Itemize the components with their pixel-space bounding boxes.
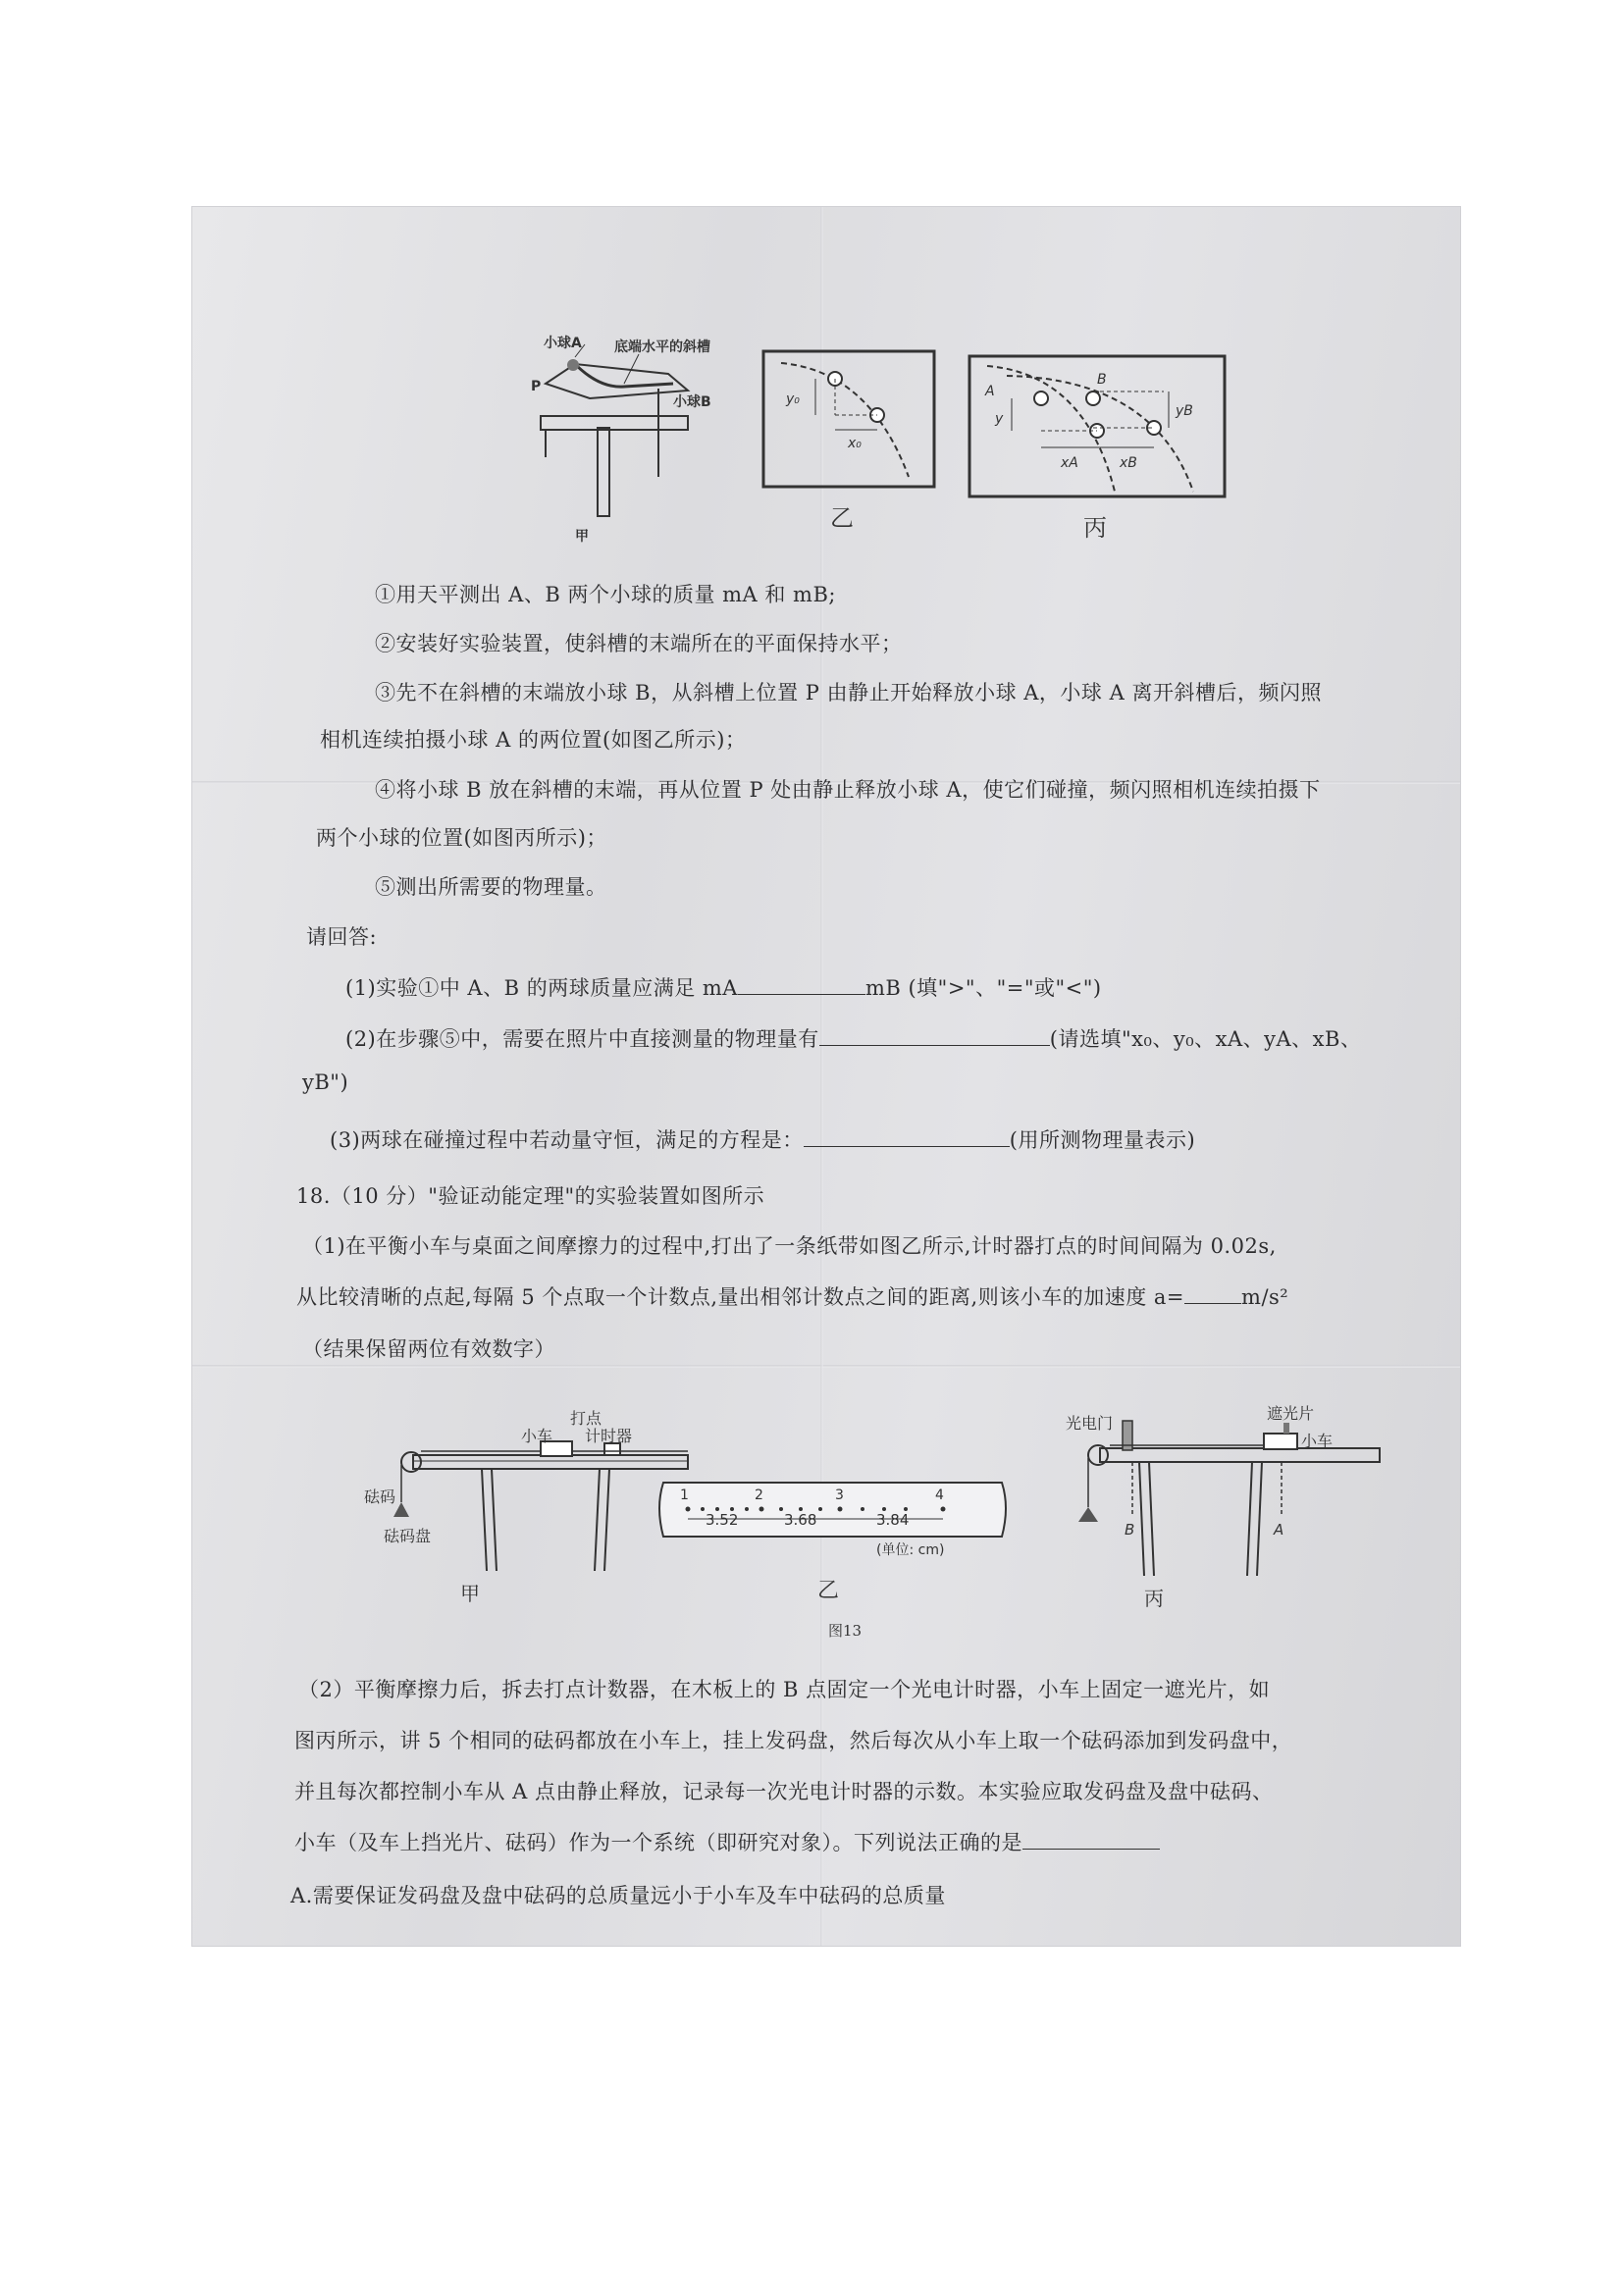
tape-mark-3: 3: [835, 1487, 844, 1503]
label-yb: yB: [1176, 403, 1193, 419]
question-1-suffix: mB (填">"、"="或"<"): [864, 976, 1102, 1000]
figure-bing-collision-trajectory: [968, 354, 1228, 542]
label-chute: 底端水平的斜槽: [614, 339, 710, 355]
answer-blank-part-2[interactable]: [1022, 1849, 1160, 1850]
label-xiaoche-bing: 小车: [1301, 1432, 1334, 1450]
label-guangdianmen: 光电门: [1066, 1414, 1114, 1433]
question-1: [345, 972, 1102, 1002]
label-ball-b: 小球B: [673, 394, 711, 410]
figure-13-label: 图13: [828, 1622, 863, 1640]
figure-caption-yi: 乙: [830, 504, 854, 532]
label-xa: xA: [1061, 455, 1078, 471]
figure-caption-bing: 丙: [1083, 514, 1107, 542]
acceleration-unit: m/s²: [1241, 1285, 1289, 1309]
label-jishiqi: 计时器: [585, 1427, 633, 1445]
label-point-a: A: [1274, 1521, 1284, 1539]
part-2-line2: 图丙所示，讲 5 个相同的砝码都放在小车上，挂上发码盘，然后每次从小车上取一个砝码添加到发码盘中，: [294, 1729, 1293, 1752]
step-4: ④将小球 B 放在斜槽的末端，再从位置 P 处由静止释放小球 A，使它们碰撞，频闪照相机连续拍摄下: [375, 778, 1321, 802]
figure13-jia-timer-cart: [364, 1404, 698, 1610]
label-ya: y: [995, 411, 1004, 427]
question-18-title: 18.（10 分）"验证动能定理"的实验装置如图所示: [296, 1184, 765, 1208]
question-3-prefix: (3)两球在碰撞过程中若动量守恒，满足的方程是：: [330, 1128, 804, 1152]
please-answer: 请回答:: [306, 925, 378, 949]
step-1: ①用天平测出 A、B 两个小球的质量 mA 和 mB;: [375, 583, 836, 606]
figure13-caption-bing: 丙: [1144, 1587, 1164, 1610]
tape-mark-2: 2: [755, 1487, 763, 1503]
part-2-line4: [294, 1827, 1160, 1856]
label-x0: x₀: [848, 436, 862, 451]
label-ball-a: 小球A: [544, 336, 582, 351]
tape-value-3: 3.84: [876, 1511, 910, 1529]
label-famapan: 砝码盘: [384, 1527, 432, 1545]
figure13-yi-paper-tape: [658, 1478, 1012, 1610]
tape-unit: (单位: cm): [876, 1542, 945, 1558]
label-y0: y₀: [786, 391, 800, 407]
tape-mark-4: 4: [935, 1487, 944, 1503]
step-4-cont: 两个小球的位置(如图丙所示)；: [316, 826, 607, 850]
step-5: ⑤测出所需要的物理量。: [375, 875, 607, 899]
question-18-part1-text: 从比较清晰的点起,每隔 5 个点取一个计数点,量出相邻计数点之间的距离,则该小车的加速度 a=: [296, 1285, 1185, 1309]
label-point-b: B: [1125, 1521, 1135, 1539]
question-2-prefix: (2)在步骤⑤中，需要在照片中直接测量的物理量有: [345, 1027, 819, 1051]
tape-mark-1: 1: [680, 1487, 689, 1503]
question-2-suffix: (请选填"x₀、y₀、xA、yA、xB、: [1049, 1027, 1362, 1051]
step-3: ③先不在斜槽的末端放小球 B，从斜槽上位置 P 由静止开始释放小球 A，小球 A 离开斜槽后，频闪照: [375, 681, 1322, 704]
figure13-caption-yi: 乙: [817, 1579, 840, 1603]
tape-value-2: 3.68: [784, 1511, 817, 1529]
figure13-caption-jia: 甲: [460, 1582, 480, 1605]
answer-blank-acceleration[interactable]: [1184, 1303, 1241, 1304]
answer-blank-3[interactable]: [804, 1146, 1010, 1147]
label-b: B: [1097, 372, 1107, 388]
label-dadian: 打点: [570, 1409, 602, 1428]
exam-paper-sheet: [192, 207, 1460, 1946]
question-1-prefix: (1)实验①中 A、B 的两球质量应满足 mA: [345, 976, 738, 1000]
question-3: [330, 1124, 1195, 1154]
step-2: ②安装好实验装置，使斜槽的末端所在的平面保持水平；: [375, 632, 903, 655]
question-2: [345, 1023, 1361, 1053]
part-2-line3: 并且每次都控制小车从 A 点由静止释放，记录每一次光电计时器的示数。本实验应取发码盘及盘中砝码、: [294, 1780, 1274, 1803]
question-3-suffix: (用所测物理量表示): [1009, 1128, 1196, 1152]
answer-blank-1[interactable]: [738, 994, 865, 995]
paper-fold-line: [192, 1365, 1460, 1368]
question-18-part1-line3: （结果保留两位有效数字）: [302, 1337, 555, 1361]
figure-jia-chute-apparatus: [516, 330, 742, 545]
label-fama: 砝码: [364, 1487, 396, 1506]
step-3-cont: 相机连续拍摄小球 A 的两位置(如图乙所示)；: [320, 728, 747, 752]
part-2-line1: （2）平衡摩擦力后，拆去打点计数器，在木板上的 B 点固定一个光电计时器，小车上固定一遮光片，如: [298, 1678, 1271, 1701]
label-xb: xB: [1120, 455, 1137, 471]
label-xiaoche: 小车: [521, 1427, 553, 1445]
question-18-part1-line2: [296, 1281, 1288, 1311]
answer-blank-2[interactable]: [819, 1045, 1050, 1046]
label-zheguangpian: 遮光片: [1267, 1404, 1315, 1423]
figure-caption-jia: 甲: [575, 529, 589, 545]
label-p: P: [531, 379, 542, 394]
tape-value-1: 3.52: [706, 1511, 739, 1529]
part-2-question: 小车（及车上挡光片、砝码）作为一个系统（即研究对象）。下列说法正确的是: [294, 1831, 1022, 1854]
label-a: A: [985, 384, 995, 399]
question-2-cont: yB"): [302, 1070, 349, 1094]
option-a: A.需要保证发码盘及盘中砝码的总质量远小于小车及车中砝码的总质量: [290, 1884, 946, 1907]
figure-yi-single-ball-trajectory: [761, 349, 938, 532]
figure13-bing-photogate-cart: [1066, 1404, 1389, 1615]
question-18-part1-line1: （1)在平衡小车与桌面之间摩擦力的过程中,打出了一条纸带如图乙所示,计时器打点的时间间隔为 0.02s,: [302, 1234, 1277, 1258]
